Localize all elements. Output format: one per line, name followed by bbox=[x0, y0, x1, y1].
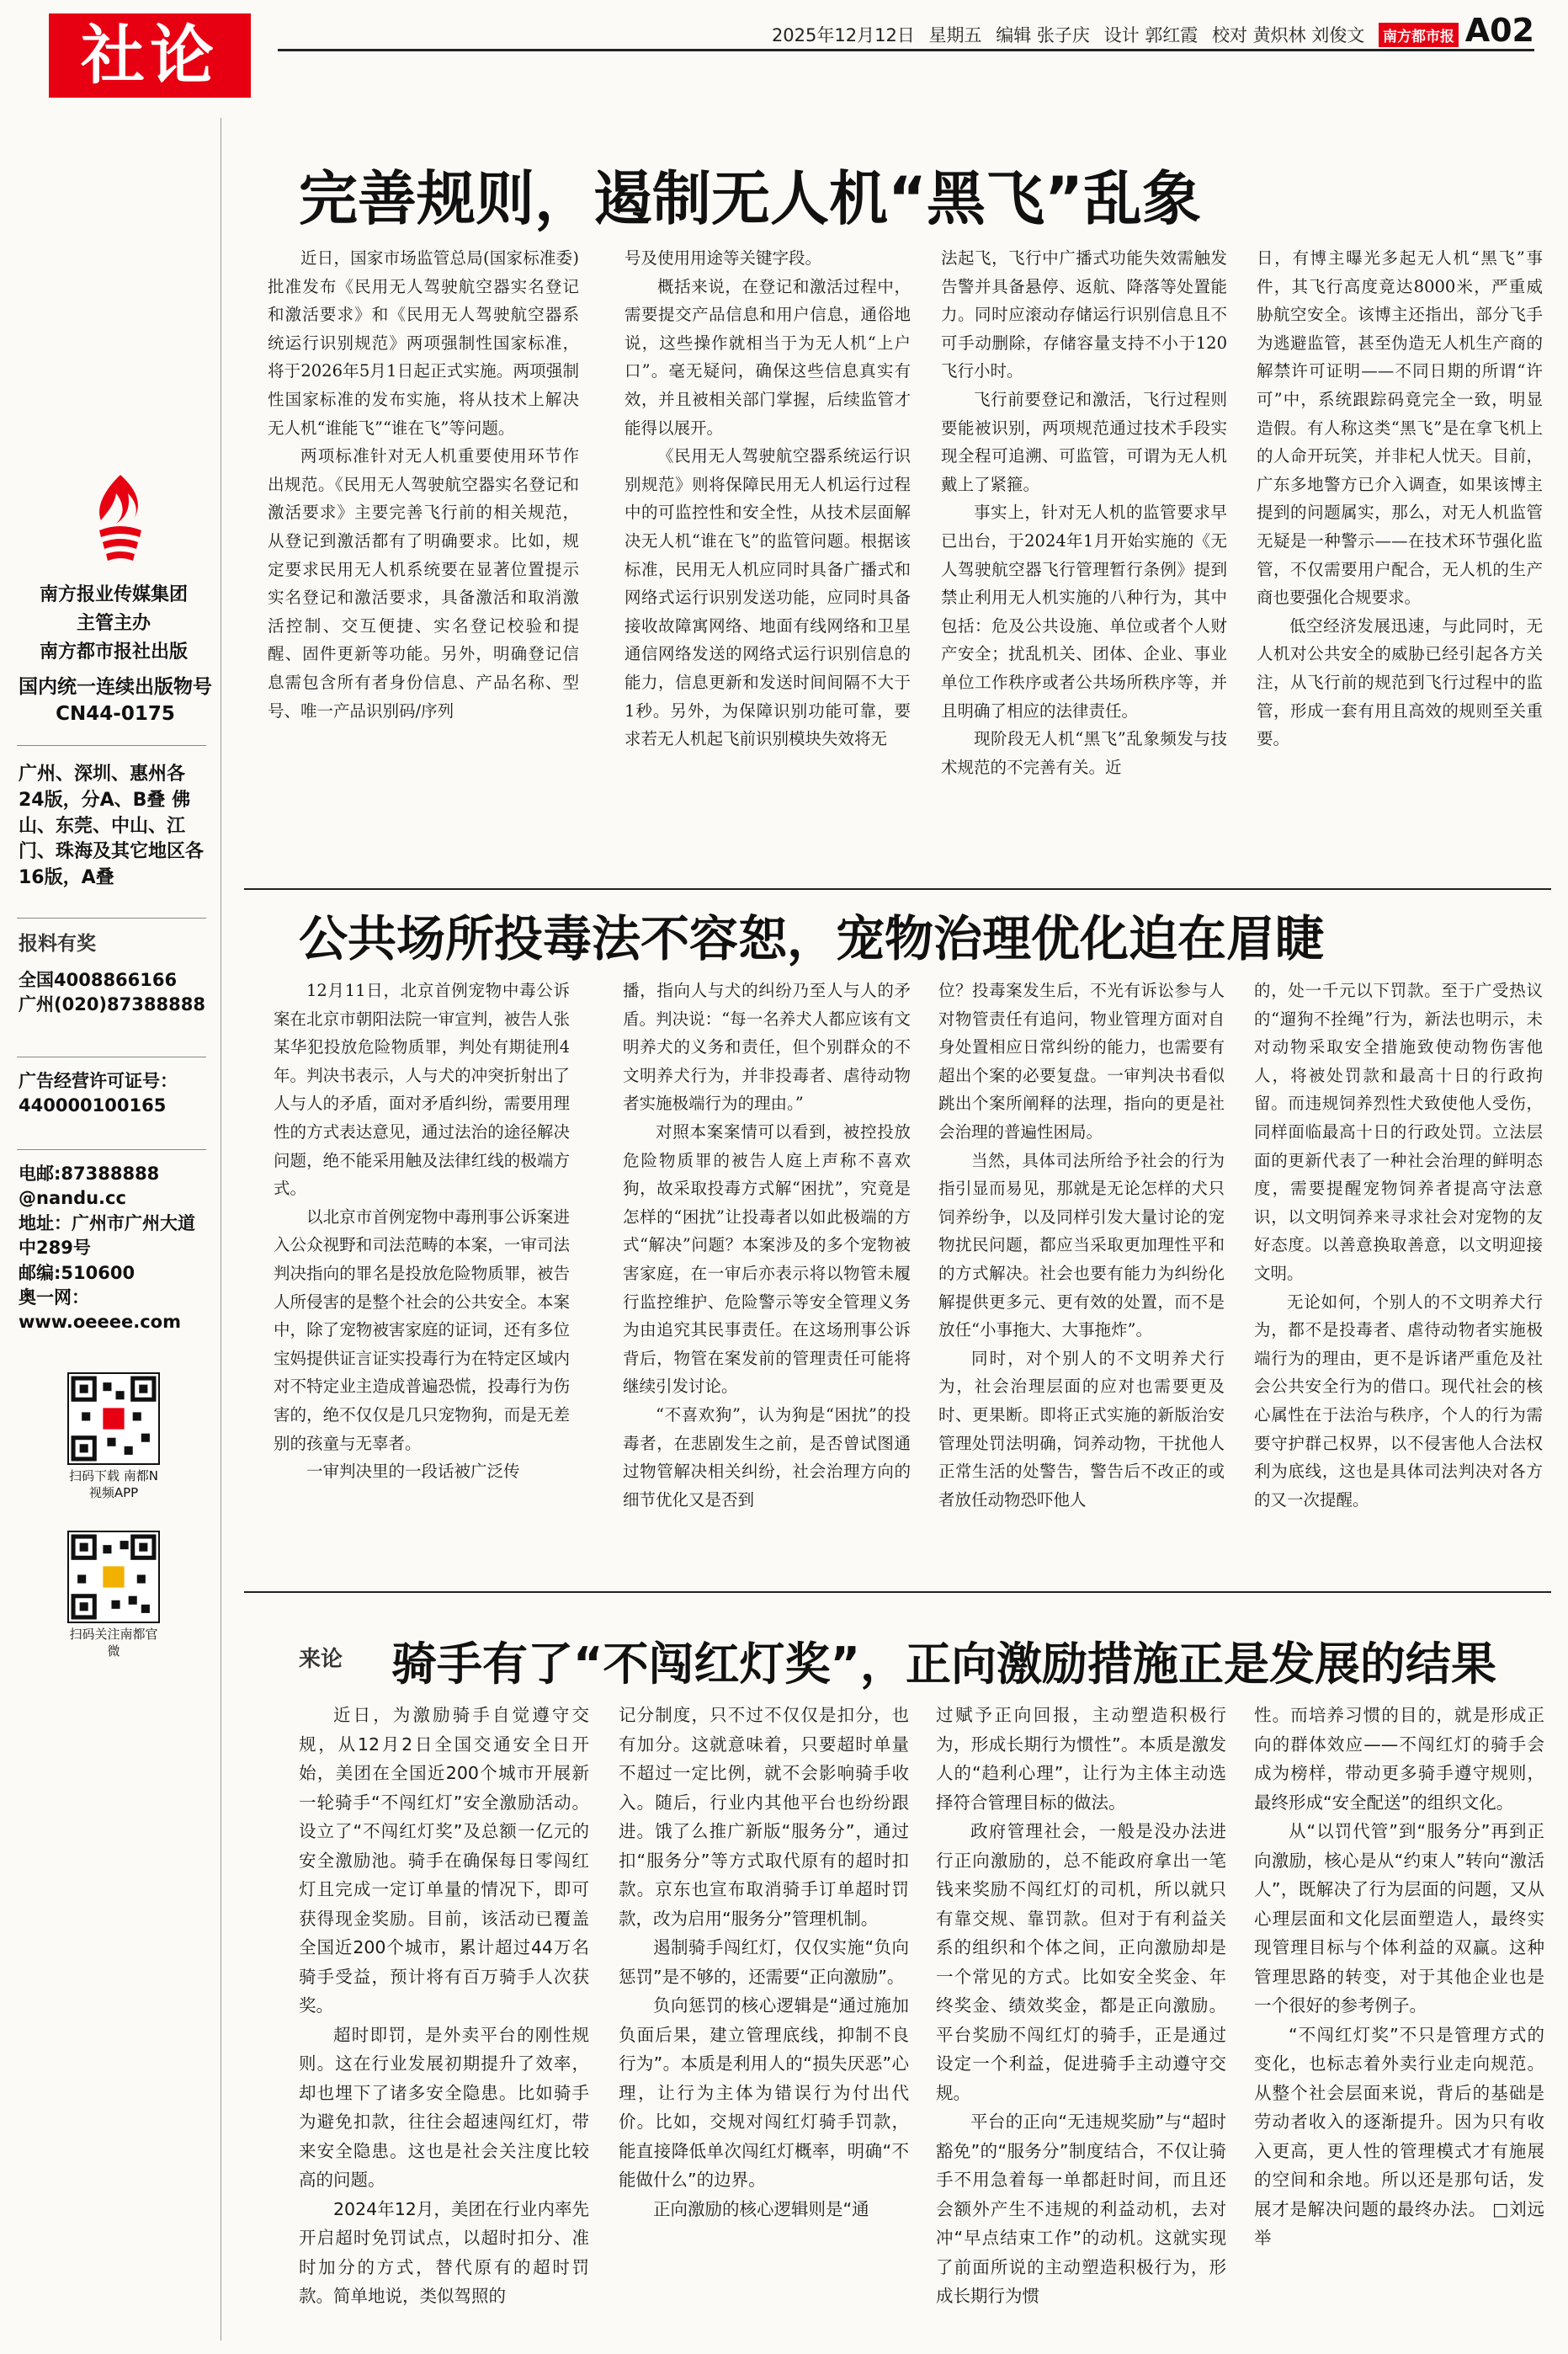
email: @nandu.cc bbox=[19, 1188, 126, 1209]
paragraph: 无论如何，个别人的不文明养犬行为，都不是投毒者、虐待动物者实施极端行为的理由，更不是诉诸严重危及社会公共安全行为的借口。现代社会的核心属性在于法治与秩序，个人的行为需要守护群己权界，以不侵害他人合法权利为底线，这也是具体司法判决对各方的又一次提醒。 bbox=[1254, 1292, 1543, 1510]
paragraph: 超时即罚，是外卖平台的刚性规则。这在行业发展初期提升了效率，却也埋下了诸多安全隐患。比如骑手为避免扣款，往往会超速闯红灯，带来安全隐患。这也是社会关注度比较高的问题。 bbox=[299, 2024, 589, 2190]
divider bbox=[17, 745, 206, 746]
paragraph: 正向激励的核心逻辑则是“通 bbox=[653, 2198, 869, 2219]
divider bbox=[17, 1149, 206, 1150]
hotlines bbox=[19, 968, 208, 1018]
nanfang-flame-icon bbox=[91, 471, 150, 564]
qr-caption: 扫码下载 南都N视频APP bbox=[69, 1468, 158, 1500]
article2-col2 bbox=[623, 977, 911, 1574]
ad-license-number: 440000100165 bbox=[19, 1095, 167, 1116]
cn-number: CN44-0175 bbox=[56, 703, 175, 726]
paragraph: 2024年12月，美团在行业内率先开启超时免罚试点，以超时扣分、准时加分的方式，替代原有的超时罚款。简单地说，类似驾照的 bbox=[299, 2198, 589, 2306]
masthead-info bbox=[763, 22, 1459, 47]
article-divider bbox=[244, 888, 1551, 890]
paragraph: 从“以罚代管”到“服务分”再到正向激励，核心是从“约束人”转向“激活人”，既解决了行为层面的问题，又从心理层面和文化层面塑造人，最终实现管理目标与个体利益的双赢。这种管理思路的转变，对于其他企业也是一个很好的参考例子。 bbox=[1254, 1821, 1544, 2016]
paragraph: 《民用无人驾驶航空器系统运行识别规范》则将保障民用无人机运行过程中的可监控性和安全性，从技术层面解决无人机“谁在飞”的监管问题。根据该标准，民用无人机应同时具备广播式和网络式运行识别发送功能，应同时具备接收故障寓网络、地面有线网络和卫星通信网络发送的网络式运行识别信息的能力，信息更新和发送时间间隔不大于1秒。另外，为保障识别功能可靠，要求若无人机起飞前识别模块失效将无 bbox=[625, 446, 911, 749]
paragraph: “不喜欢狗”，认为狗是“困扰”的投毒者，在悲剧发生之前，是否曾试图通过物管解决相关纠纷，社会治理方向的细节优化又是否到 bbox=[623, 1404, 911, 1510]
qr-code-icon[interactable] bbox=[67, 1372, 160, 1465]
article3-col2 bbox=[619, 1701, 909, 2315]
cn-info bbox=[19, 674, 212, 727]
paragraph: 12月11日，北京首例宠物中毒公诉案在北京市朝阳法院一审宣判，被告人张某华犯投放危险物质罪，判处有期徒刑4年。判决书表示，人与犬的冲突折射出了人与人的矛盾，面对矛盾纠纷，需要用理性的方式表达意见，通过法治的途径解决问题，绝不能采用触及法律红线的极端方式。 bbox=[274, 981, 570, 1199]
paragraph: 播，指向人与犬的纠纷乃至人与人的矛盾。判决说：“每一名养犬人都应该有文明养犬的义务和责任，但个别群众的不文明养犬行为，并非投毒者、虐待动物者实施极端行为的理由。” bbox=[623, 981, 911, 1114]
paragraph: 日，有博主曝光多起无人机“黑飞”事件，其飞行高度竟达8000米，严重威胁航空安全。该博主还指出，部分飞手为逃避监管，甚至伪造无人机生产商的解禁许可证明——不同日期的所谓“许可”中，系统跟踪码竟完全一致，明显造假。有人称这类“黑飞”是在拿飞机上的人命开玩笑，并非杞人忧天。目前，广东多地警方已介入调查，如果该博主提到的问题属实，那么，对无人机监管无疑是一种警示——在技术环节强化监管，不仅需要用户配合，无人机的生产商也要强化合规要求。 bbox=[1257, 248, 1543, 608]
ad-license-label: 广告经营许可证号： bbox=[19, 1071, 178, 1091]
article3-col4 bbox=[1254, 1701, 1544, 2315]
qr-code-icon[interactable] bbox=[67, 1531, 160, 1623]
paragraph: 以北京市首例宠物中毒刑事公诉案进入公众视野和司法范畴的本案，一审司法判决指向的罪名是投放危险物质罪，被告人所侵害的是整个社会的公共安全。本案中，除了宠物被害家庭的证词，还有多位宝妈提供证言证实投毒行为在特定区域内对不特定业主造成普遍恐慌，投毒行为伤害的，绝不仅仅是几只宠物狗，而是无差别的孩童与无辜者。 bbox=[274, 1206, 570, 1453]
weekday: 星期五 bbox=[928, 25, 982, 45]
paragraph: 号及使用用途等关键字段。 bbox=[625, 248, 822, 268]
article-divider bbox=[244, 1591, 1551, 1593]
article1-col1 bbox=[268, 244, 579, 880]
paragraph: 事实上，针对无人机的监管要求早已出台，于2024年1月开始实施的《无人驾驶航空器飞行管理暂行条例》提到禁止利用无人机实施的八种行为，其中包括：危及公共设施、单位或者个人财产安全；扰乱机关、团体、企业、事业单位工作秩序或者公共场所秩序等，并且明确了相应的法律责任。 bbox=[941, 503, 1227, 721]
designer: 设计 郭红霞 bbox=[1103, 25, 1199, 45]
phone: 电邮:87388888 bbox=[19, 1164, 160, 1184]
address: 地址：广州市广州大道中289号 bbox=[19, 1212, 195, 1259]
paragraph: 一审判决里的一段话被广泛传 bbox=[306, 1462, 520, 1482]
article1-col2 bbox=[625, 244, 911, 880]
paragraph: “不闯红灯奖”不只是管理方式的变化，也标志着外卖行业走向规范。从整个社会层面来说，背后的基础是劳动者收入的逐渐提升。因为只有收入更高，更人性的管理模式才有施展的空间和余地。所以还是那句话，发展才是解决问题的最终办法。 □刘远举 bbox=[1254, 2024, 1544, 2248]
article3-headline: 骑手有了“不闯红灯奖”，正向激励措施正是发展的结果 bbox=[391, 1638, 1496, 1691]
paragraph: 对照本案案情可以看到，被控投放危险物质罪的被告人庭上声称不喜欢狗，故采取投毒方式解“困扰”，究竟是怎样的“困扰”让投毒者以如此极端的方式“解决”问题？本案涉及的多个宠物被害家庭，在一审后亦表示将以物管未履行监控维护、危险警示等安全管理义务为由追究其民事责任。在这场刑事公诉背后，物管在案发前的管理责任可能将继续引发讨论。 bbox=[623, 1121, 911, 1397]
masthead-rule bbox=[278, 49, 1534, 51]
publisher-line: 南方报业传媒集团 bbox=[39, 584, 188, 605]
qr-block-wechat[interactable] bbox=[67, 1531, 160, 1659]
paragraph: 低空经济发展迅速，与此同时，无人机对公共安全的威胁已经引起各方关注，从飞行前的规范到飞行过程中的监管，形成一套有用且高效的规则至关重要。 bbox=[1257, 615, 1543, 749]
paragraph: 法起飞，飞行中广播式功能失效需触发告警并具备悬停、返航、降落等处置能力。同时应滚动存储运行识别信息且不可手动删除，存储容量支持不小于120飞行小时。 bbox=[941, 248, 1227, 381]
qr-block-app[interactable] bbox=[67, 1372, 160, 1501]
commentary-tag: 来论 bbox=[299, 1647, 343, 1672]
site-url[interactable]: www.oeeee.com bbox=[19, 1312, 181, 1333]
paragraph: 平台的正向“无违规奖励”与“超时豁免”的“服务分”制度结合，不仅让骑手不用急着每一单都赶时间，而且还会额外产生不违规的利益动机，去对冲“早点结束工作”的动机。这就实现了前面所说的主动塑造积极行为，形成长期行为惯 bbox=[936, 2112, 1226, 2306]
report-title: 报料有奖 bbox=[19, 933, 96, 955]
paragraph: 近日，国家市场监管总局(国家标准委)批准发布《民用无人驾驶航空器实名登记和激活要求》和《民用无人驾驶航空器系统运行识别规范》两项强制性国家标准，将于2026年5月1日起正式实施。两项强制性国家标准的发布实施，将从技术上解决无人机“谁能飞”“谁在飞”等问题。 bbox=[268, 248, 579, 438]
date: 2025年12月12日 bbox=[771, 25, 915, 45]
ad-license bbox=[19, 1069, 208, 1119]
paragraph: 概括来说，在登记和激活过程中，需要提交产品信息和用户信息，通俗地说，这些操作就相当于为无人机“上户口”。毫无疑问，确保这些信息真实有效，并且被相关部门掌握，后续监管才能得以展开。 bbox=[625, 276, 911, 438]
paragraph: 位？投毒案发生后，不光有诉讼参与人对物管责任有追问，物业管理方面对自身处置相应日常纠纷的能力，也需要有超出个案的必要复盘。一审判决书看似跳出个案所阐释的法理，指向的更是社会治理的普遍性困局。 bbox=[938, 981, 1225, 1142]
paragraph: 过赋予正向回报，主动塑造积极行为，形成长期行为惯性”。本质是激发人的“趋利心理”，让行为主体主动选择符合管理目标的做法。 bbox=[936, 1705, 1226, 1813]
paragraph: 遏制骑手闯红灯，仅仅实施“负向惩罚”是不够的，还需要“正向激励”。 bbox=[619, 1937, 909, 1987]
article3-col3 bbox=[936, 1701, 1226, 2315]
publisher-line: 南方都市报社出版 bbox=[39, 642, 188, 663]
section-tag: 社论 bbox=[49, 13, 251, 98]
publisher-line: 主管主办 bbox=[76, 613, 151, 635]
article2-col1 bbox=[274, 977, 570, 1574]
paragraph: 政府管理社会，一般是没办法进行正向激励的，总不能政府拿出一笔钱来奖励不闯红灯的司机，所以就只有靠交规、靠罚款。但对于有利益关系的组织和个体之间，正向激励却是一个常见的方式。比如安全奖金、年终奖金、绩效奖金，都是正向激励。平台奖励不闯红灯的骑手，正是通过设定一个利益，促进骑手主动遵守交规。 bbox=[936, 1821, 1226, 2103]
site-label: 奥一网： bbox=[19, 1286, 89, 1307]
hotline-national: 全国4008866166 bbox=[19, 970, 178, 990]
paragraph: 记分制度，只不过不仅仅是扣分，也有加分。这就意味着，只要超时单量不超过一定比例，就不会影响骑手收入。随后，行业内其他平台也纷纷跟进。饿了么推广新版“服务分”，通过扣“服务分”等方式取代原有的超时扣款。京东也宣布取消骑手订单超时罚款，改为启用“服务分”管理机制。 bbox=[619, 1705, 909, 1929]
paper-logo: 南方都市报 bbox=[1379, 23, 1459, 47]
publisher-info bbox=[25, 581, 202, 667]
paragraph: 的，处一千元以下罚款。至于广受热议的“遛狗不拴绳”行为，新法也明示，未对动物采取安全措施致使动物伤害他人，将被处罚款和最高十日的行政拘留。而违规饲养烈性犬致使他人受伤，同样面临最高十日的行政处罚。立法层面的更新代表了一种社会治理的鲜明态度，需要提醒宠物饲养者提高守法意识，以文明饲养来寻求社会对宠物的友好态度。以善意换取善意，以文明迎接文明。 bbox=[1254, 981, 1543, 1283]
paragraph: 近日，为激励骑手自觉遵守交规，从12月2日全国交通安全日开始，美团在全国近200个城市开展新一轮骑手“不闯红灯”安全激励活动。设立了“不闯红灯奖”及总额一亿元的安全激励池。骑手在确保每日零闯红灯且完成一定订单量的情况下，即可获得现金奖励。目前，该活动已覆盖全国近200个城市，累计超过44万名骑手受益，预计将有百万骑手人次获奖。 bbox=[299, 1705, 589, 2016]
article2-col3 bbox=[938, 977, 1225, 1574]
paragraph: 当然，具体司法所给予社会的行为指引显而易见，那就是无论怎样的犬只饲养纷争，以及同样引发大量讨论的宠物扰民问题，都应当采取更加理性平和的方式解决。社会也要有能力为纠纷化解提供更多元、更有效的处置，而不是放任“小事拖大、大事拖炸”。 bbox=[938, 1150, 1225, 1340]
article1-col3 bbox=[941, 244, 1227, 880]
article1-col4 bbox=[1257, 244, 1543, 880]
hotline-guangzhou: 广州(020)87388888 bbox=[19, 994, 205, 1015]
divider bbox=[17, 918, 206, 919]
paragraph: 两项标准针对无人机重要使用环节作出规范。《民用无人驾驶航空器实名登记和激活要求》主要完善飞行前的相关规范，从登记到激活都有了明确要求。比如，规定要求民用无人机系统要在显著位置提示实名登记和激活要求，具备激活和取消激活控制、交互便捷、实名登记校验和提醒、固件更新等功能。另外，明确登记信息需包含所有者身份信息、产品名称、型号、唯一产品识别码/序列 bbox=[268, 446, 579, 721]
page-number: A02 bbox=[1464, 12, 1534, 49]
article2-headline: 公共场所投毒法不容恕，宠物治理优化迫在眉睫 bbox=[299, 910, 1325, 967]
proofreader: 校对 黄炽林 刘俊文 bbox=[1211, 25, 1365, 45]
cn-label: 国内统一连续出版物号 bbox=[19, 676, 212, 698]
article1-headline: 完善规则，遏制无人机“黑飞”乱象 bbox=[299, 164, 1202, 233]
paragraph: 同时，对个别人的不文明养犬行为，社会治理层面的应对也需要更及时、更果断。即将正式实施的新版治安管理处罚法明确，饲养动物，干扰他人正常生活的处警告，警告后不改正的或者放任动物恐吓他人 bbox=[938, 1348, 1225, 1510]
qr-caption: 扫码关注南都官微 bbox=[69, 1627, 158, 1659]
paragraph: 性。而培养习惯的目的，就是形成正向的群体效应——不闯红灯的骑手会成为榜样，带动更多骑手遵守规则，最终形成“安全配送”的组织文化。 bbox=[1254, 1705, 1544, 1813]
article3-col1 bbox=[299, 1701, 589, 2315]
contact-info bbox=[19, 1162, 208, 1335]
edition-info: 广州、深圳、惠州各24版，分A、B叠 佛山、东莞、中山、江门、珠海及其它地区各16版，A叠 bbox=[19, 764, 205, 889]
paragraph: 负向惩罚的核心逻辑是“通过施加负面后果，建立管理底线，抑制不良行为”。本质是利用人的“损失厌恶”心理，让行为主体为错误行为付出代价。比如，交规对闯红灯骑手罚款，能直接降低单次闯红灯概率，明确“不能做什么”的边界。 bbox=[619, 1995, 909, 2190]
paragraph: 现阶段无人机“黑飞”乱象频发与技术规范的不完善有关。近 bbox=[941, 729, 1227, 777]
editor: 编辑 张子庆 bbox=[996, 25, 1090, 45]
paragraph: 飞行前要登记和激活，飞行过程则要能被识别，两项规范通过技术手段实现全程可追溯、可监管，可谓为无人机戴上了紧箍。 bbox=[941, 389, 1227, 494]
article2-col4 bbox=[1254, 977, 1543, 1574]
postcode: 邮编:510600 bbox=[19, 1262, 136, 1283]
